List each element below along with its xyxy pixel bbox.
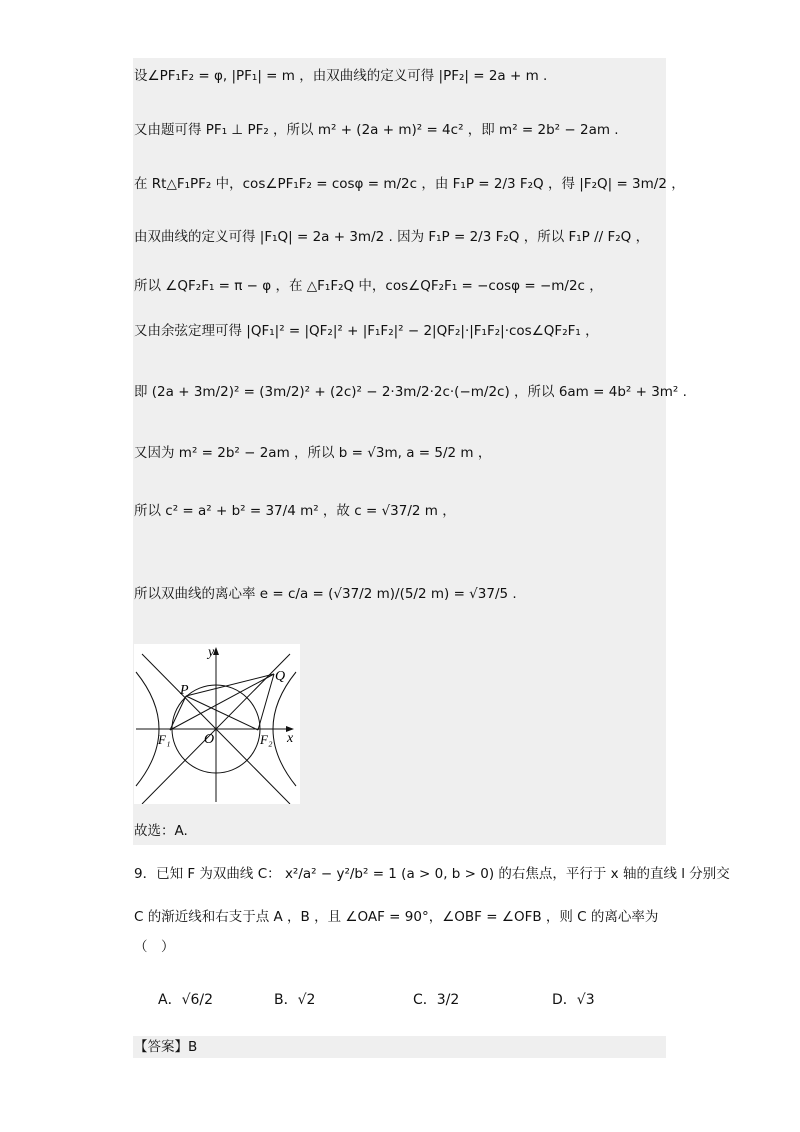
solution-line-7: 即 (2a + 3m/2)² = (3m/2)² + (2c)² − 2·3m/2·2c·(−m/2c) ，所以 6am = 4b² + 3m² .: [134, 384, 687, 400]
option-c[interactable]: C．3/2: [413, 992, 460, 1008]
label-O: O: [204, 732, 215, 747]
answer-label: 【答案】B: [134, 1039, 198, 1055]
option-d[interactable]: D．√3: [552, 992, 595, 1008]
hyperbola-figure: [134, 644, 300, 804]
solution-line-4: 由双曲线的定义可得 |F₁Q| = 2a + 3m/2 . 因为 F₁P = 2/3 F₂Q ，所以 F₁P // F₂Q ，: [134, 229, 650, 245]
solution-line-1: 设∠PF₁F₂ = φ, |PF₁| = m ，由双曲线的定义可得 |PF₂| = 2a + m .: [134, 68, 548, 84]
solution-line-5: 所以 ∠QF₂F₁ = π − φ ，在 △F₁F₂Q 中，cos∠QF₂F₁ = −cosφ = −m/2c ，: [134, 278, 603, 294]
solution-line-2: 又由题可得 PF₁ ⊥ PF₂ ，所以 m² + (2a + m)² = 4c² ，即 m² = 2b² − 2am .: [134, 122, 619, 138]
solution-line-10: 所以双曲线的离心率 e = c/a = (√37/2 m)/(5/2 m) = √37/5 .: [134, 586, 517, 602]
label-x: x: [287, 731, 294, 746]
label-Q: Q: [275, 669, 286, 684]
question-9-line-3: （ ）: [134, 939, 175, 955]
answer-background: [133, 1036, 666, 1058]
label-F1: F₁: [158, 732, 171, 747]
solution-line-8: 又因为 m² = 2b² − 2am ，所以 b = √3m, a = 5/2 m ，: [134, 445, 492, 461]
label-F2: F₂: [260, 732, 273, 747]
label-y: y: [208, 645, 215, 660]
solution-line-6: 又由余弦定理可得 |QF₁|² = |QF₂|² + |F₁F₂|² − 2|QF₂|·|F₁F₂|·cos∠QF₂F₁ ，: [134, 323, 599, 339]
option-b[interactable]: B．√2: [274, 992, 316, 1008]
solution-line-9: 所以 c² = a² + b² = 37/4 m² ，故 c = √37/2 m ，: [134, 503, 456, 519]
option-a[interactable]: A．√6/2: [158, 992, 214, 1008]
solution-line-3: 在 Rt△F₁PF₂ 中，cos∠PF₁F₂ = cosφ = m/2c ，由 F₁P = 2/3 F₂Q ，得 |F₂Q| = 3m/2 ，: [134, 176, 685, 192]
question-9-line-1: 9．已知 F 为双曲线 C： x²/a² − y²/b² = 1 (a > 0, b > 0) 的右焦点，平行于 x 轴的直线 l 分别交: [134, 866, 730, 882]
question-9-line-2: C 的渐近线和右支于点 A ，B ，且 ∠OAF = 90°，∠OBF = ∠OFB ，则 C 的离心率为: [134, 909, 659, 925]
answer-choice-line: 故选：A.: [134, 823, 188, 839]
label-P: P: [180, 683, 189, 698]
